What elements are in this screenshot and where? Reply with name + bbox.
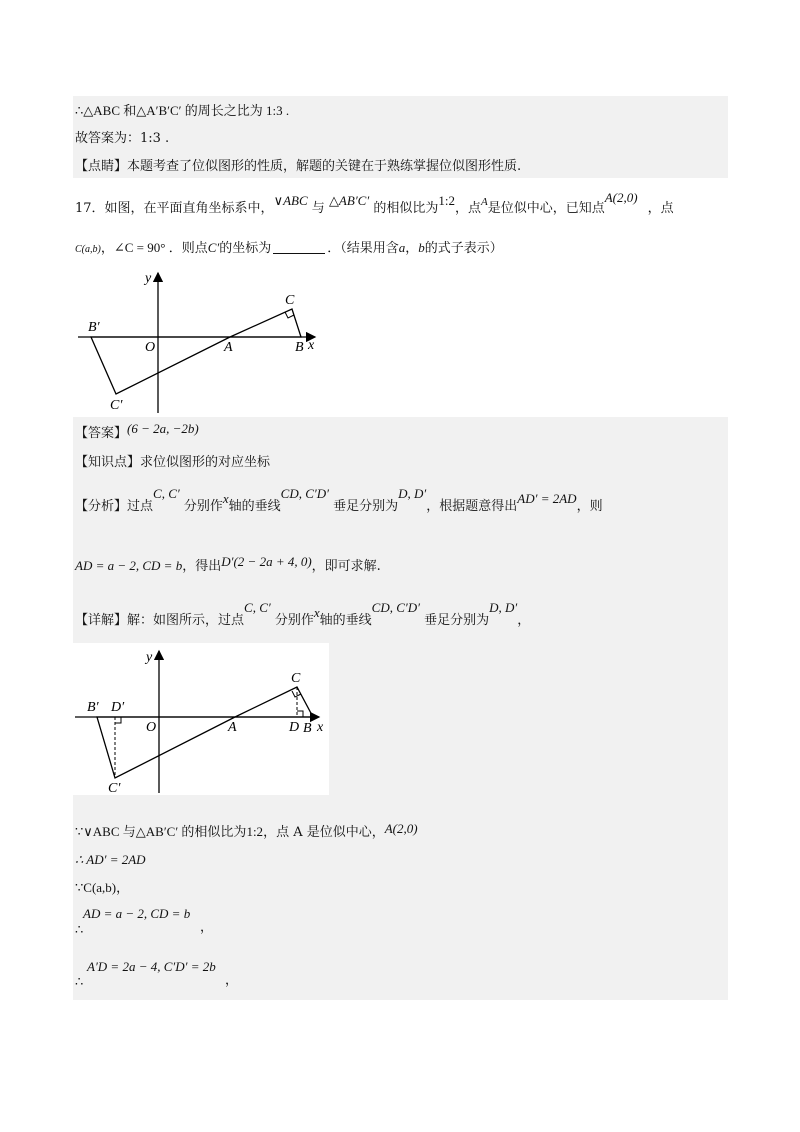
point-a: A bbox=[480, 196, 488, 208]
eq-apd-cpdp: A′D = 2a − 4, C′D′ = 2b bbox=[87, 959, 216, 974]
eq-adp: ∴ AD′ = 2AD bbox=[75, 852, 146, 867]
solution-text: ， bbox=[200, 920, 214, 935]
detail-text: ， bbox=[517, 613, 531, 628]
detail-text: 垂足分别为 bbox=[424, 613, 490, 628]
label-y: y bbox=[145, 271, 152, 286]
perimeter-ratio-text: ∴△ABC 和△A′B′C′ 的周长之比为 1:3 . bbox=[75, 103, 290, 118]
label-b: B bbox=[295, 340, 304, 355]
knowledge-row bbox=[75, 455, 270, 471]
point-a-coord: A(2,0) bbox=[604, 190, 638, 205]
detail-text: 解：如图所示，过点 bbox=[127, 613, 245, 628]
points-c-cp: C, C′ bbox=[153, 486, 180, 501]
question-text: 与 bbox=[311, 201, 325, 216]
label-y: y bbox=[146, 650, 153, 665]
label-x: x bbox=[308, 338, 315, 353]
answer-blank[interactable] bbox=[273, 241, 325, 254]
point-a-coord: A(2,0) bbox=[384, 821, 418, 836]
solution-text: ∵∨ABC 与△AB′C′ 的相似比为 bbox=[75, 824, 247, 839]
answer-line bbox=[75, 131, 169, 147]
label-a: A bbox=[224, 340, 233, 355]
analysis-text: 分别作 bbox=[183, 499, 223, 514]
figure-1 bbox=[73, 265, 333, 415]
label-a: A bbox=[228, 720, 237, 735]
solution-text: ， bbox=[225, 973, 239, 988]
ratio: 1:2 bbox=[246, 824, 264, 839]
detail-text: 轴的垂线 bbox=[319, 613, 372, 628]
analysis-text: 轴的垂线 bbox=[228, 499, 281, 514]
eq-ad-cd: AD = a − 2, CD = b bbox=[75, 558, 183, 573]
question-text: 的坐标为 bbox=[219, 241, 272, 256]
label-c: C bbox=[285, 293, 295, 308]
triangle-abc: ∨ABC bbox=[273, 193, 308, 208]
answer-label: 【答案】 bbox=[75, 426, 128, 441]
question-line-1 bbox=[75, 190, 674, 217]
figure-2-background bbox=[73, 643, 329, 795]
eq-adp: AD′ = 2AD bbox=[517, 491, 577, 506]
point-c-coord: C(a,b) bbox=[75, 244, 101, 255]
detail-label: 【详解】 bbox=[75, 613, 128, 628]
var-a: a bbox=[398, 240, 406, 255]
figure-2 bbox=[73, 643, 329, 795]
label-x: x bbox=[317, 720, 324, 735]
solution-text: ，点 A 是位似中心， bbox=[263, 825, 385, 840]
analysis-text: 垂足分别为 bbox=[333, 499, 399, 514]
question-text: 是位似中心，已知点 bbox=[487, 201, 605, 216]
answer-statement: 故答案为：1:3 . bbox=[75, 131, 170, 146]
lines-cd: CD, C′D′ bbox=[371, 600, 420, 615]
knowledge-text: 求位似图形的对应坐标 bbox=[140, 455, 271, 470]
detail-text: 分别作 bbox=[274, 613, 314, 628]
question-line-2 bbox=[75, 240, 503, 258]
comment-text: 【点睛】本题考查了位似图形的性质，解题的关键在于熟练掌握位似图形性质. bbox=[75, 159, 522, 174]
solution-line-3 bbox=[75, 880, 129, 897]
eq-ad-cd: AD = a − 2, CD = b bbox=[83, 906, 191, 921]
question-text: ．如图，在平面直角坐标系中， bbox=[91, 201, 274, 216]
points-c-cp: C, C′ bbox=[244, 600, 271, 615]
label-d: D bbox=[289, 720, 300, 735]
answer-row bbox=[75, 421, 199, 442]
analysis-row-1 bbox=[75, 486, 603, 515]
angle-c: ，∠C = 90° ．则点 bbox=[100, 240, 208, 255]
var-x: x bbox=[313, 605, 320, 620]
triangle-abpcp-shape bbox=[91, 337, 230, 394]
solution-line-4 bbox=[75, 903, 475, 939]
given-c: ∵C(a,b)， bbox=[75, 880, 130, 895]
detail-row bbox=[75, 600, 531, 629]
question-number: 17 bbox=[75, 201, 92, 216]
lines-cd: CD, C′D′ bbox=[280, 486, 329, 501]
label-c: C bbox=[291, 671, 301, 686]
question-text: 的相似比为 bbox=[373, 201, 439, 216]
label-cp: C′ bbox=[110, 398, 123, 413]
therefore-symbol: ∴ bbox=[75, 922, 84, 937]
triangle-abpcp: △AB′C′ bbox=[328, 193, 370, 208]
label-o: O bbox=[145, 340, 156, 355]
analysis-text: ，则 bbox=[576, 499, 603, 514]
solution-line-5 bbox=[75, 956, 475, 992]
point-dp: D′(2 − 2a + 4, 0) bbox=[221, 554, 312, 569]
question-text: ，点 bbox=[454, 201, 481, 216]
triangle-abc-shape bbox=[230, 309, 301, 337]
question-text: ，点 bbox=[647, 201, 674, 216]
answer-value: (6 − 2a, −2b) bbox=[127, 421, 199, 436]
point-cp: C′ bbox=[207, 240, 220, 255]
analysis-text: ，得出 bbox=[182, 559, 222, 574]
ratio: 1:2 bbox=[438, 193, 455, 208]
question-text: 的式子表示） bbox=[424, 241, 503, 256]
analysis-row-2 bbox=[75, 554, 381, 575]
question-text: ， bbox=[405, 241, 419, 256]
therefore-symbol: ∴ bbox=[75, 974, 84, 989]
label-bp: B′ bbox=[88, 320, 100, 335]
knowledge-label: 【知识点】 bbox=[75, 455, 141, 470]
feet-d: D, D′ bbox=[489, 600, 518, 615]
analysis-label: 【分析】 bbox=[75, 499, 128, 514]
label-dp: D′ bbox=[111, 700, 125, 715]
label-b: B bbox=[303, 721, 312, 736]
var-x: x bbox=[222, 491, 229, 506]
feet-d: D, D′ bbox=[398, 486, 427, 501]
analysis-text: ，根据题意得出 bbox=[426, 499, 518, 514]
label-bp: B′ bbox=[87, 700, 99, 715]
question-text: ．（结果用含 bbox=[327, 241, 399, 256]
solution-line-1 bbox=[75, 821, 418, 841]
var-b: b bbox=[418, 240, 425, 255]
label-o: O bbox=[146, 720, 157, 735]
label-cp: C′ bbox=[108, 781, 121, 795]
conclusion-line bbox=[75, 103, 289, 120]
analysis-text: 过点 bbox=[127, 499, 154, 514]
comment-line bbox=[75, 159, 521, 175]
analysis-text: ，即可求解. bbox=[311, 559, 381, 574]
solution-line-2 bbox=[75, 852, 146, 869]
